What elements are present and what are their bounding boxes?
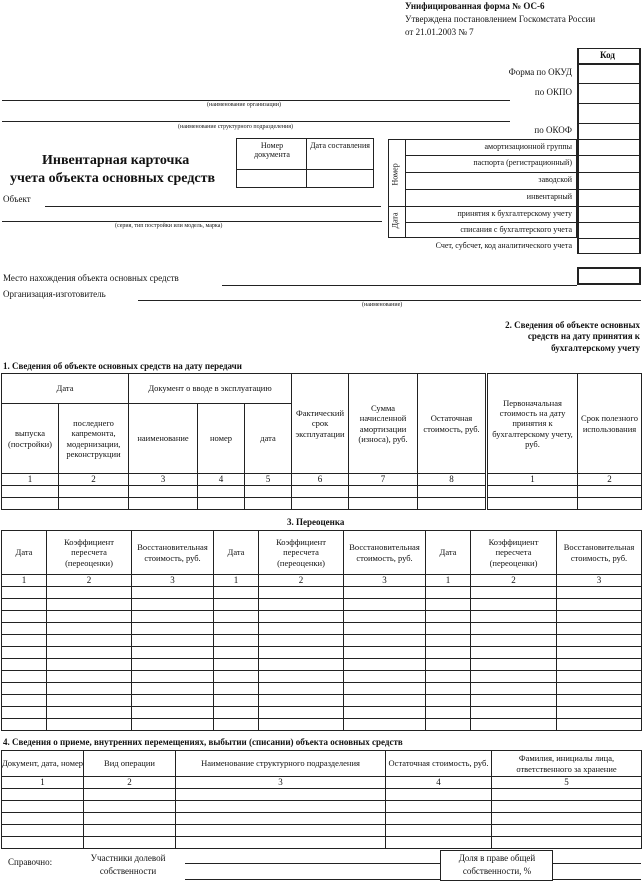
table-row[interactable] <box>2 719 642 731</box>
table-cell[interactable] <box>471 623 557 635</box>
section3-table <box>1 530 642 731</box>
table-cell[interactable] <box>557 659 642 671</box>
table-cell[interactable] <box>2 789 84 801</box>
table-cell[interactable] <box>259 611 344 623</box>
table-cell[interactable] <box>176 801 386 813</box>
maker-caption: (наименование) <box>362 302 403 308</box>
table-cell[interactable] <box>386 801 492 813</box>
table-cell[interactable] <box>2 587 47 599</box>
amort-group-label: амортизационной группы <box>484 142 572 151</box>
table-cell[interactable] <box>2 623 47 635</box>
okpo-label: по ОКПО <box>534 87 572 97</box>
s1-doc-number: номер <box>198 404 245 474</box>
table-cell[interactable] <box>344 599 426 611</box>
s3-date: Дата <box>2 531 47 575</box>
table-cell[interactable] <box>259 587 344 599</box>
table-cell[interactable] <box>471 695 557 707</box>
s3-num: 1 <box>2 575 47 587</box>
table-cell[interactable] <box>132 635 214 647</box>
table-cell[interactable] <box>84 789 176 801</box>
table-cell[interactable] <box>471 647 557 659</box>
s3-num: 2 <box>259 575 344 587</box>
doc-number-label: Номер документа <box>254 141 290 159</box>
table-cell[interactable] <box>492 825 642 837</box>
code-column <box>577 48 641 254</box>
s4-num: 2 <box>84 777 176 789</box>
table-cell[interactable] <box>426 635 471 647</box>
s1-doc-name: наименование <box>129 404 198 474</box>
table-cell[interactable] <box>84 813 176 825</box>
section2-table <box>487 373 642 510</box>
s1-num: 3 <box>129 474 198 486</box>
table-cell[interactable] <box>557 647 642 659</box>
okof-label: по ОКОФ <box>534 125 572 135</box>
s1-num: 8 <box>418 474 486 486</box>
table-cell[interactable] <box>132 647 214 659</box>
table-cell[interactable] <box>471 587 557 599</box>
table-row[interactable] <box>2 486 486 498</box>
table-row[interactable] <box>2 707 642 719</box>
table-cell[interactable] <box>557 611 642 623</box>
maker-label: Организация-изготовитель <box>3 289 106 299</box>
s1-date-group: Дата <box>2 374 129 404</box>
table-cell[interactable] <box>132 707 214 719</box>
s1-doc-group: Документ о вводе в эксплуатацию <box>129 374 292 404</box>
table-cell[interactable] <box>84 837 176 849</box>
table-cell[interactable] <box>492 789 642 801</box>
s3-num: 3 <box>132 575 214 587</box>
account-label: Счет, субсчет, код аналитического учета <box>435 241 572 250</box>
table-cell[interactable] <box>47 671 132 683</box>
table-cell[interactable] <box>259 599 344 611</box>
table-cell[interactable] <box>471 719 557 731</box>
table-cell[interactable] <box>47 611 132 623</box>
table-cell[interactable] <box>426 623 471 635</box>
table-cell[interactable] <box>259 671 344 683</box>
table-cell[interactable] <box>132 659 214 671</box>
table-cell[interactable] <box>2 837 84 849</box>
owners-label: Участники долевой собственности <box>90 853 166 876</box>
table-cell[interactable] <box>344 587 426 599</box>
s1-num: 5 <box>245 474 292 486</box>
table-cell[interactable] <box>214 635 259 647</box>
table-cell[interactable] <box>47 707 132 719</box>
table-cell[interactable] <box>471 659 557 671</box>
table-cell[interactable] <box>426 599 471 611</box>
table-row[interactable] <box>2 599 642 611</box>
accepted-label: принятия к бухгалтерскому учету <box>457 209 572 218</box>
table-cell[interactable] <box>47 683 132 695</box>
table-cell[interactable] <box>2 647 47 659</box>
doc-date-label: Дата составления <box>310 141 370 150</box>
table-cell[interactable] <box>557 719 642 731</box>
factory-label: заводской <box>538 175 572 184</box>
form-title: Унифицированная форма № ОС-6 <box>405 1 545 11</box>
location-label: Место нахождения объекта основных средств <box>3 273 179 283</box>
s3-restore: Восстановительная стоимость, руб. <box>132 531 214 575</box>
s4-num: 3 <box>176 777 386 789</box>
s1-last-repair: последнего капремонта, модернизации, реконструкции <box>59 404 129 474</box>
s4-unit: Наименование структурного подразделения <box>176 751 386 777</box>
s3-coef: Коэффициент пересчета (переоценки) <box>471 531 557 575</box>
table-row[interactable] <box>2 635 642 647</box>
table-cell[interactable] <box>344 659 426 671</box>
table-cell[interactable] <box>2 825 84 837</box>
s4-num: 4 <box>386 777 492 789</box>
table-cell[interactable] <box>344 683 426 695</box>
table-cell[interactable] <box>557 599 642 611</box>
s1-issue: выпуска (постройки) <box>2 404 59 474</box>
table-row[interactable] <box>2 611 642 623</box>
table-cell[interactable] <box>386 837 492 849</box>
s3-coef: Коэффициент пересчета (переоценки) <box>259 531 344 575</box>
table-cell[interactable] <box>557 683 642 695</box>
table-row[interactable] <box>2 587 642 599</box>
code-header: Код <box>600 50 615 60</box>
table-cell[interactable] <box>2 635 47 647</box>
table-row[interactable] <box>488 498 642 510</box>
table-cell[interactable] <box>426 719 471 731</box>
s2-initial: Первоначальная стоимость на дату принятия к бухгалтерскому учету, руб. <box>488 374 578 474</box>
card-title-line2: учета объекта основных средств <box>10 171 216 186</box>
s1-residual: Остаточная стоимость, руб. <box>418 374 486 474</box>
s1-num: 6 <box>292 474 349 486</box>
s3-date: Дата <box>426 531 471 575</box>
table-cell[interactable] <box>471 599 557 611</box>
table-cell[interactable] <box>259 719 344 731</box>
s3-num: 3 <box>344 575 426 587</box>
table-cell[interactable] <box>214 611 259 623</box>
table-cell[interactable] <box>214 695 259 707</box>
table-row[interactable] <box>2 789 642 801</box>
s1-num: 1 <box>2 474 59 486</box>
s3-num: 3 <box>557 575 642 587</box>
table-cell[interactable] <box>132 587 214 599</box>
table-cell[interactable] <box>47 719 132 731</box>
table-cell[interactable] <box>176 813 386 825</box>
table-cell[interactable] <box>214 719 259 731</box>
table-cell[interactable] <box>132 599 214 611</box>
table-row[interactable] <box>2 837 642 849</box>
table-cell[interactable] <box>259 623 344 635</box>
table-cell[interactable] <box>47 635 132 647</box>
table-cell[interactable] <box>2 611 47 623</box>
table-row[interactable] <box>2 813 642 825</box>
table-cell[interactable] <box>471 683 557 695</box>
table-cell[interactable] <box>426 587 471 599</box>
table-cell[interactable] <box>132 671 214 683</box>
table-cell[interactable] <box>47 647 132 659</box>
table-cell[interactable] <box>214 683 259 695</box>
table-cell[interactable] <box>344 611 426 623</box>
struct-unit-caption: (наименование структурного подразделения) <box>178 124 294 130</box>
table-cell[interactable] <box>557 707 642 719</box>
section1-title: 1. Сведения об объекте основных средств на дату передачи <box>3 361 242 371</box>
table-cell[interactable] <box>386 789 492 801</box>
table-cell[interactable] <box>132 623 214 635</box>
s2-num: 1 <box>488 474 578 486</box>
table-cell[interactable] <box>259 707 344 719</box>
table-row[interactable] <box>2 659 642 671</box>
table-cell[interactable] <box>132 695 214 707</box>
table-cell[interactable] <box>214 707 259 719</box>
table-cell[interactable] <box>132 611 214 623</box>
s3-num: 1 <box>214 575 259 587</box>
s3-num: 1 <box>426 575 471 587</box>
s1-doc-date: дата <box>245 404 292 474</box>
table-cell[interactable] <box>2 671 47 683</box>
table-cell[interactable] <box>557 671 642 683</box>
s3-date: Дата <box>214 531 259 575</box>
table-cell[interactable] <box>2 719 47 731</box>
table-cell[interactable] <box>214 599 259 611</box>
s1-num: 2 <box>59 474 129 486</box>
table-cell[interactable] <box>47 659 132 671</box>
s3-num: 2 <box>47 575 132 587</box>
data-vertical: Дата <box>390 212 400 229</box>
written-off-label: списания с бухгалтерского учета <box>460 225 572 234</box>
table-cell[interactable] <box>2 707 47 719</box>
section1-table <box>1 373 486 510</box>
table-cell[interactable] <box>426 659 471 671</box>
table-cell[interactable] <box>471 635 557 647</box>
table-row[interactable] <box>2 498 486 510</box>
table-cell[interactable] <box>214 623 259 635</box>
table-cell[interactable] <box>426 611 471 623</box>
table-row[interactable] <box>2 671 642 683</box>
table-cell[interactable] <box>471 611 557 623</box>
inventory-label: инвентарный <box>526 192 572 201</box>
table-cell[interactable] <box>2 599 47 611</box>
table-cell[interactable] <box>214 671 259 683</box>
share-label: Доля в праве общей собственности, % <box>458 853 536 876</box>
s1-num: 7 <box>349 474 418 486</box>
table-cell[interactable] <box>214 647 259 659</box>
table-cell[interactable] <box>214 659 259 671</box>
s1-num: 4 <box>198 474 245 486</box>
table-row[interactable] <box>2 647 642 659</box>
card-title-line1: Инвентарная карточка <box>42 153 190 168</box>
passport-label: паспорта (регистрационный) <box>473 158 572 167</box>
table-cell[interactable] <box>259 695 344 707</box>
org-name-caption: (наименование организации) <box>207 102 281 108</box>
table-cell[interactable] <box>471 707 557 719</box>
object-label: Объект <box>3 194 31 204</box>
table-cell[interactable] <box>2 813 84 825</box>
table-cell[interactable] <box>259 647 344 659</box>
table-cell[interactable] <box>344 623 426 635</box>
table-cell[interactable] <box>426 647 471 659</box>
s2-life: Срок полезного использования <box>578 374 642 474</box>
table-cell[interactable] <box>492 813 642 825</box>
table-cell[interactable] <box>2 659 47 671</box>
table-row[interactable] <box>2 695 642 707</box>
table-cell[interactable] <box>471 671 557 683</box>
table-cell[interactable] <box>492 801 642 813</box>
s4-num: 5 <box>492 777 642 789</box>
table-cell[interactable] <box>176 789 386 801</box>
s4-op: Вид операции <box>84 751 176 777</box>
table-cell[interactable] <box>426 695 471 707</box>
s1-useful-life: Фактический срок эксплуатации <box>292 374 349 474</box>
object-caption: (серия, тип постройки или модель, марка) <box>115 223 223 229</box>
table-cell[interactable] <box>557 635 642 647</box>
s4-person: Фамилия, инициалы лица, ответственного за хранение <box>492 751 642 777</box>
approval-line-2: от 21.01.2003 № 7 <box>405 27 474 37</box>
table-cell[interactable] <box>344 707 426 719</box>
table-cell[interactable] <box>557 695 642 707</box>
location-code-box <box>577 267 641 285</box>
table-row[interactable] <box>2 683 642 695</box>
table-cell[interactable] <box>557 623 642 635</box>
table-cell[interactable] <box>259 659 344 671</box>
section4-table <box>1 750 642 849</box>
table-cell[interactable] <box>344 671 426 683</box>
section3-title: 3. Переоценка <box>287 517 345 527</box>
table-cell[interactable] <box>47 587 132 599</box>
table-cell[interactable] <box>344 647 426 659</box>
table-cell[interactable] <box>2 801 84 813</box>
s3-num: 2 <box>471 575 557 587</box>
reference-label: Справочно: <box>8 857 53 867</box>
table-cell[interactable] <box>2 683 47 695</box>
s4-doc: Документ, дата, номер <box>2 751 84 777</box>
s4-num: 1 <box>2 777 84 789</box>
table-cell[interactable] <box>84 801 176 813</box>
table-cell[interactable] <box>132 683 214 695</box>
table-cell[interactable] <box>386 825 492 837</box>
table-cell[interactable] <box>132 719 214 731</box>
s4-residual: Остаточная стоимость, руб. <box>386 751 492 777</box>
okud-label: Форма по ОКУД <box>508 67 572 77</box>
table-cell[interactable] <box>47 695 132 707</box>
table-cell[interactable] <box>492 837 642 849</box>
table-row[interactable] <box>2 801 642 813</box>
s3-coef: Коэффициент пересчета (переоценки) <box>47 531 132 575</box>
s3-restore: Восстановительная стоимость, руб. <box>344 531 426 575</box>
table-cell[interactable] <box>426 683 471 695</box>
table-cell[interactable] <box>176 825 386 837</box>
table-cell[interactable] <box>344 635 426 647</box>
table-cell[interactable] <box>344 719 426 731</box>
table-cell[interactable] <box>47 599 132 611</box>
table-cell[interactable] <box>386 813 492 825</box>
section2-title: 2. Сведения об объекте основных средств на дату принятия к бухгалтерскому учету <box>505 320 640 353</box>
table-cell[interactable] <box>426 671 471 683</box>
s2-num: 2 <box>578 474 642 486</box>
table-cell[interactable] <box>84 825 176 837</box>
table-cell[interactable] <box>2 695 47 707</box>
table-cell[interactable] <box>259 683 344 695</box>
table-cell[interactable] <box>426 707 471 719</box>
table-cell[interactable] <box>344 695 426 707</box>
nomer-vertical: Номер <box>390 163 400 186</box>
s1-depreciation: Сумма начисленной амортизации (износа), руб. <box>349 374 418 474</box>
table-row[interactable] <box>488 486 642 498</box>
table-cell[interactable] <box>557 587 642 599</box>
table-cell[interactable] <box>259 635 344 647</box>
section4-title: 4. Сведения о приеме, внутренних перемещениях, выбытии (списании) объекта основных средств <box>3 737 403 747</box>
table-cell[interactable] <box>176 837 386 849</box>
s3-restore: Восстановительная стоимость, руб. <box>557 531 642 575</box>
table-row[interactable] <box>2 825 642 837</box>
table-row[interactable] <box>2 623 642 635</box>
table-cell[interactable] <box>214 587 259 599</box>
table-cell[interactable] <box>47 623 132 635</box>
approval-line-1: Утверждена постановлением Госкомстата России <box>405 14 596 24</box>
